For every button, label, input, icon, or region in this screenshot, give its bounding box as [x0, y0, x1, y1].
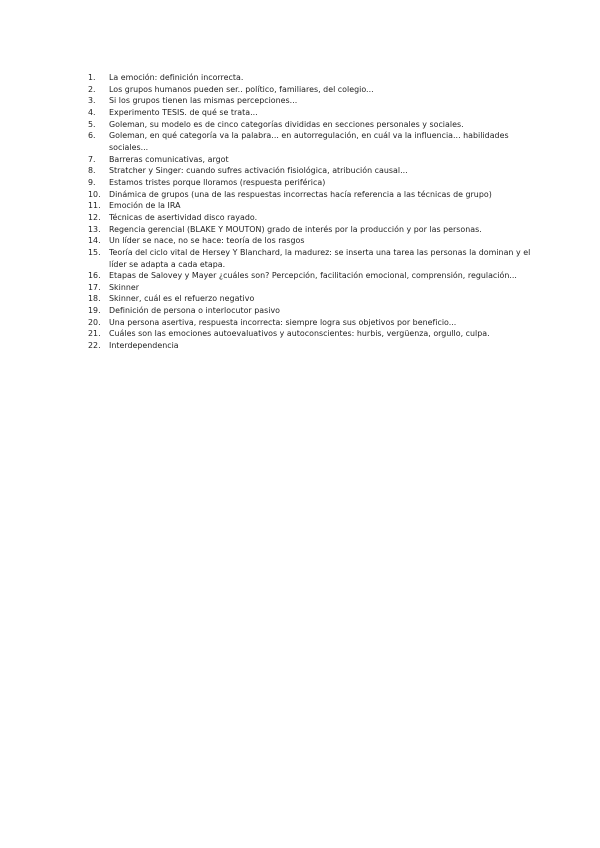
- list-item: [88, 189, 533, 201]
- list-item-number: 11.: [88, 201, 101, 211]
- list-item-text: Goleman, en qué categoría va la palabra... en autorregulación, en cuál va la influencia... habilidades sociales...: [109, 131, 509, 152]
- list-item-number: 15.: [88, 247, 101, 257]
- list-item: [88, 154, 533, 166]
- list-item: [88, 107, 533, 119]
- list-item-text: Teoría del ciclo vital de Hersey Y Blanchard, la madurez: se inserta una tarea las personas la dominan y el líder se adapta a cada etapa.: [109, 247, 531, 269]
- list-item-number: 3.: [88, 96, 96, 106]
- list-item-text: Skinner: [109, 282, 140, 292]
- list-item-text: Barreras comunicativas, argot: [109, 154, 229, 164]
- list-item: [88, 84, 533, 96]
- list-item-number: 12.: [88, 212, 101, 222]
- list-item: [88, 200, 533, 212]
- list-item-text: Goleman, su modelo es de cinco categorías divididas en secciones personales y sociales.: [109, 119, 464, 129]
- list-item-text: Etapas de Salovey y Mayer ¿cuáles son? Percepción, facilitación emocional, comprensión, regulación...: [109, 271, 517, 281]
- list-item-text: Emoción de la IRA: [109, 201, 181, 211]
- list-item: [88, 282, 533, 294]
- list-item: [88, 305, 533, 317]
- list-item-number: 8.: [88, 166, 96, 176]
- list-item: [88, 72, 533, 84]
- question-list: [88, 72, 533, 352]
- list-item-number: 13.: [88, 224, 101, 234]
- list-item: [88, 177, 533, 189]
- list-item-text: Interdependencia: [109, 341, 179, 351]
- list-item-number: 22.: [88, 341, 101, 351]
- list-item-number: 10.: [88, 189, 101, 199]
- list-item-text: Stratcher y Singer: cuando sufres activación fisiológica, atribución causal...: [109, 166, 408, 176]
- list-item-number: 6.: [88, 131, 96, 141]
- list-item: [88, 224, 533, 236]
- list-item-number: 14.: [88, 236, 101, 246]
- list-item-text: Experimento TESIS. de qué se trata...: [109, 107, 258, 117]
- list-item-text: Definición de persona o interlocutor pasivo: [109, 306, 280, 316]
- list-item-text: Una persona asertiva, respuesta incorrecta: siempre logra sus objetivos por beneficio...: [109, 317, 457, 327]
- list-item: [88, 270, 533, 282]
- list-item-text: Si los grupos tienen las mismas percepciones...: [109, 96, 298, 106]
- list-item-number: 21.: [88, 329, 101, 339]
- list-item-number: 17.: [88, 282, 101, 292]
- list-item-text: Un líder se nace, no se hace: teoría de los rasgos: [109, 236, 305, 246]
- list-item: [88, 317, 533, 329]
- list-item-text: Técnicas de asertividad disco rayado.: [109, 212, 258, 222]
- list-item-text: Los grupos humanos pueden ser.. político, familiares, del colegio...: [109, 84, 374, 94]
- list-item-text: Skinner, cuál es el refuerzo negativo: [109, 294, 255, 304]
- list-item-text: Cuáles son las emociones autoevaluativos y autoconscientes: hurbis, vergüenza, orgullo, culpa.: [109, 329, 490, 339]
- list-item-number: 18.: [88, 294, 101, 304]
- list-item: [88, 247, 533, 270]
- list-item: [88, 328, 533, 340]
- list-item: [88, 212, 533, 224]
- list-item: [88, 340, 533, 352]
- list-item-number: 19.: [88, 306, 101, 316]
- list-item-number: 16.: [88, 271, 101, 281]
- list-item-number: 9.: [88, 177, 96, 187]
- list-item-text: Estamos tristes porque lloramos (respuesta periférica): [109, 177, 326, 187]
- list-item-number: 7.: [88, 154, 96, 164]
- list-item-text: Dinámica de grupos (una de las respuestas incorrectas hacía referencia a las técnicas de grupo): [109, 189, 492, 199]
- list-item-number: 4.: [88, 107, 96, 117]
- list-item-number: 1.: [88, 73, 96, 82]
- list-item: [88, 95, 533, 107]
- list-item-number: 2.: [88, 84, 96, 94]
- list-item: [88, 235, 533, 247]
- list-item: [88, 165, 533, 177]
- list-item: [88, 130, 533, 153]
- list-item-text: La emoción: definición incorrecta.: [109, 73, 244, 82]
- list-item-number: 20.: [88, 317, 101, 327]
- list-item-number: 5.: [88, 119, 96, 129]
- list-item: [88, 293, 533, 305]
- list-item: [88, 119, 533, 131]
- list-item-text: Regencia gerencial (BLAKE Y MOUTON) grado de interés por la producción y por las personas.: [109, 224, 482, 234]
